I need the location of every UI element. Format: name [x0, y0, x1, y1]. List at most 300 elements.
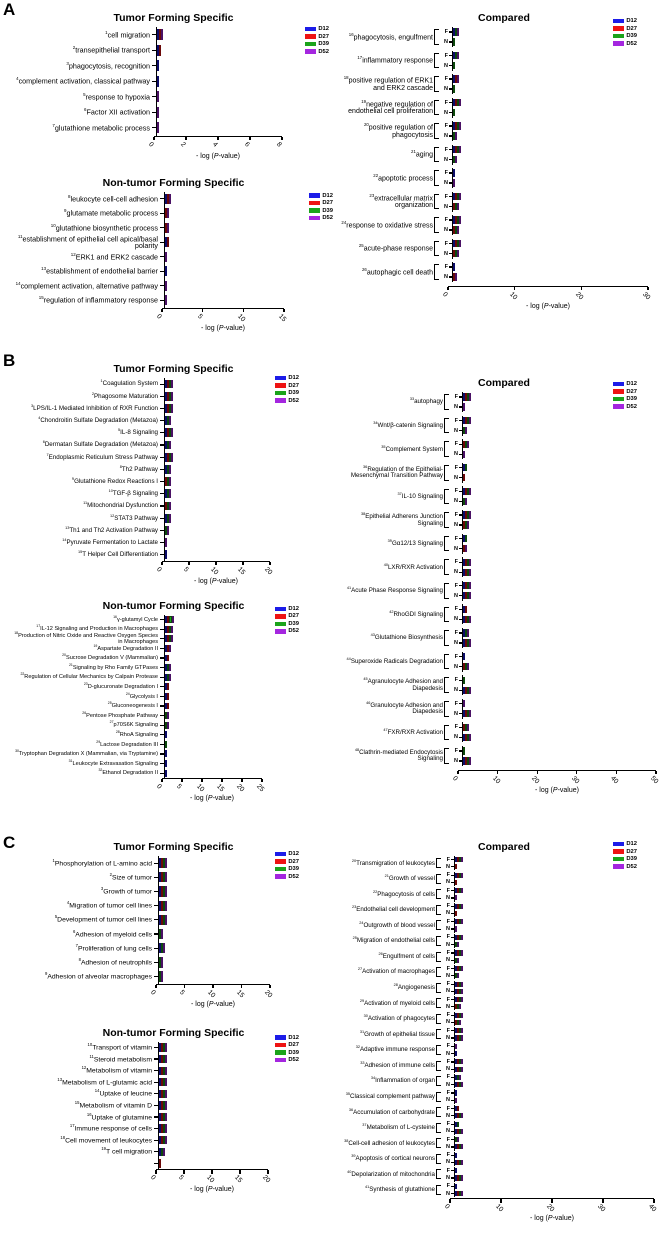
bar-cell: [452, 272, 652, 282]
compared-row-n: [442, 910, 658, 917]
bar-segment-d52: [169, 489, 171, 498]
row-key: N: [446, 1159, 450, 1166]
category-label: $^{25}$Migration of endothelial cells: [352, 936, 435, 945]
x-axis-tick-label: 15: [234, 988, 245, 999]
bar-cell: [454, 1152, 658, 1159]
category-row: [10, 463, 337, 475]
bar-track: [158, 927, 273, 941]
stacked-bar: [455, 1184, 457, 1189]
category-label: $^{11}$Steroid metabolism: [89, 1053, 152, 1063]
bar-segment-d52: [459, 216, 461, 223]
bar-segment-d12: [165, 760, 167, 767]
stacked-bar: [165, 266, 167, 276]
compared-row-n: [442, 941, 658, 948]
category-label: $^{22}$Regulation of Cellular Mechanics by Calpain Protease: [20, 672, 158, 681]
category-label: $^{14}$Pyruvate Fermentation to Lactate: [62, 537, 158, 546]
category-label: $^{24}$response to oxidative stress: [341, 219, 433, 230]
bar-track: [454, 1128, 659, 1135]
legend-swatch-d27: [275, 859, 286, 864]
bar-segment-d52: [171, 626, 173, 633]
stacked-bar: [165, 760, 167, 767]
row-key: F: [444, 29, 448, 35]
group-bracket: [434, 123, 439, 139]
stacked-bar: [463, 521, 469, 528]
legend-item: [613, 26, 637, 32]
category-label: $^{34}$Inflammation of organ: [370, 1076, 435, 1085]
stacked-bar: [453, 263, 455, 270]
legend-item: [305, 49, 329, 55]
compared-row-n: [442, 1112, 658, 1119]
chart-c-tumor-forming-specific: [10, 841, 337, 1013]
group-bracket: [444, 536, 449, 552]
bar-cell: [454, 1136, 658, 1143]
stacked-bar: [165, 626, 173, 633]
bar-segment-d27: [167, 655, 169, 662]
category-label: $^9$Adhesion of alveolar macrophages: [44, 971, 152, 981]
bar-segment-d52: [461, 1129, 463, 1134]
bar-cell: [164, 759, 264, 769]
stacked-bar: [455, 1090, 457, 1095]
bar-segment-d27: [167, 237, 169, 247]
bar-segment-d52: [461, 982, 463, 987]
panel-c-letter: C: [3, 833, 16, 852]
bar-track: [156, 89, 285, 105]
compared-row-n: [450, 449, 660, 459]
x-axis-tick-label: 15: [277, 312, 288, 323]
stacked-bar: [455, 1028, 463, 1033]
bar-cell: [462, 591, 660, 601]
x-axis-tick: [537, 771, 538, 775]
bar-segment-d52: [469, 639, 471, 646]
row-key: N: [454, 639, 458, 646]
category-label: $^6$Adhesion of myeloid cells: [72, 928, 152, 938]
bar-segment-d52: [461, 1191, 463, 1196]
compared-group: [337, 439, 671, 459]
bar-segment-d52: [171, 428, 173, 437]
bar-segment-d52: [469, 488, 471, 495]
group-bracket: [436, 1029, 441, 1039]
legend-swatch-d52: [613, 41, 624, 46]
x-axis-tick-label: 40: [609, 774, 620, 785]
legend-item: [275, 1057, 299, 1063]
bar-track: [462, 638, 661, 648]
bar-track: [158, 884, 273, 898]
bar-segment-d52: [165, 1055, 167, 1063]
legend-label: D52: [288, 397, 299, 404]
bar-track: [158, 1100, 271, 1112]
compared-row-n: [442, 1097, 658, 1104]
bar-segment-d12: [453, 169, 455, 176]
bar-track: [454, 1183, 659, 1190]
bar-cell: [164, 402, 272, 414]
compared-row-f: [450, 463, 660, 473]
bar-cell: [454, 965, 658, 972]
stacked-bar: [165, 194, 171, 204]
bar-track: [164, 768, 265, 778]
stacked-bar: [159, 1055, 167, 1063]
legend-item: [275, 606, 299, 612]
compared-row-f: [450, 604, 660, 614]
bar-segment-d52: [459, 193, 461, 200]
row-key: N: [446, 957, 450, 964]
bar-segment-d39: [165, 741, 167, 748]
category-row: [10, 941, 337, 955]
chart-title: Compared: [478, 377, 530, 389]
category-label: $^{35}$Classical complement pathway: [345, 1091, 435, 1101]
compared-row-n: [450, 591, 660, 601]
stacked-bar: [165, 664, 171, 671]
bar-track: [454, 1159, 659, 1166]
x-axis-tick: [500, 1199, 501, 1203]
legend-swatch-d12: [613, 19, 624, 24]
bar-segment-d12: [165, 731, 167, 738]
compared-row-n: [440, 108, 652, 118]
stacked-bar: [453, 203, 459, 210]
compared-group: [337, 965, 671, 979]
bar-segment-d52: [165, 915, 167, 925]
bar-track: [462, 652, 661, 662]
bar-segment-d52: [459, 1020, 461, 1025]
bar-cell: [454, 1089, 658, 1096]
row-key: N: [446, 1190, 450, 1197]
category-label: $^{11}$Mitochondrial Dysfunction: [83, 501, 158, 510]
category-label: $^{13}$establishment of endothelial barrier: [41, 266, 158, 276]
stacked-bar: [165, 416, 171, 425]
row-key: N: [444, 250, 448, 257]
stacked-bar: [165, 645, 171, 652]
chart-a-tumor-forming-specific: [10, 12, 337, 165]
row-key: N: [446, 894, 450, 901]
category-label: $^{13}$Metabolism of L-glutamic acid: [57, 1076, 152, 1086]
stacked-bar: [455, 873, 463, 878]
compared-row-n: [442, 1003, 658, 1010]
bar-segment-d52: [457, 203, 459, 210]
x-axis-tick-label: 5: [177, 988, 186, 997]
bar-track: [462, 709, 661, 719]
bar-segment-d52: [161, 29, 163, 40]
bar-track: [164, 439, 273, 451]
category-label: $^{31}$Growth of epithelial tissue: [359, 1029, 435, 1038]
bar-segment-d12: [463, 653, 465, 660]
category-label: $^{19}$negative regulation of endothelial cell proliferation: [348, 98, 433, 116]
legend-item: [275, 621, 299, 627]
bar-track: [164, 692, 265, 702]
compared-row-f: [442, 1058, 658, 1065]
bar-cell: [452, 51, 652, 61]
panel-a-right-column: [337, 8, 671, 315]
stacked-bar: [453, 193, 461, 200]
bar-segment-d52: [161, 971, 163, 981]
bar-cell: [454, 957, 658, 964]
bar-cell: [164, 192, 286, 207]
row-key: N: [446, 1143, 450, 1150]
bar-segment-d52: [169, 465, 171, 474]
stacked-bar: [165, 392, 173, 401]
category-row: [10, 206, 337, 221]
bar-cell: [452, 262, 652, 272]
row-key: F: [454, 606, 458, 613]
bar-track: [462, 722, 661, 732]
x-axis-tick: [616, 771, 617, 775]
row-key: F: [444, 52, 448, 59]
row-key: N: [444, 203, 448, 210]
panel-b-right-column: [337, 351, 671, 799]
compared-row-f: [450, 722, 660, 732]
stacked-bar: [453, 226, 459, 233]
x-axis-tick-label: 20: [235, 782, 246, 794]
bar-track: [454, 1097, 659, 1104]
stacked-bar: [159, 1124, 167, 1132]
bar-track: [158, 970, 273, 984]
category-label: $^{48}$Clathrin-mediated Endocytosis Signaling: [354, 748, 443, 763]
x-axis-tick-label: 30: [569, 774, 581, 785]
row-key: F: [454, 582, 458, 589]
x-axis-tick: [243, 309, 244, 313]
category-label: $^{23}$D-glucuronate Degradation I: [83, 682, 158, 690]
compared-row-f: [440, 121, 652, 131]
group-bracket: [436, 920, 441, 930]
series-legend: [305, 26, 329, 55]
bar-track: [156, 27, 285, 43]
row-key: F: [444, 170, 448, 176]
bar-track: [164, 624, 265, 634]
category-row: [10, 27, 337, 43]
x-axis-tick: [457, 771, 458, 775]
bar-track: [452, 155, 653, 165]
bar-cell: [164, 451, 272, 463]
legend-item: [305, 41, 329, 47]
compared-row-f: [442, 934, 658, 941]
bar-track: [452, 192, 653, 202]
compared-row-f: [442, 1105, 658, 1112]
category-row: [10, 439, 337, 451]
bar-segment-d52: [461, 935, 463, 940]
bar-segment-d52: [459, 1004, 461, 1009]
bar-cell: [164, 235, 286, 250]
bar-cell: [462, 604, 660, 614]
stacked-bar: [165, 550, 167, 559]
category-row: [10, 536, 337, 548]
bar-cell: [156, 74, 284, 90]
stacked-bar: [455, 857, 463, 862]
chart-title: Non-tumor Forming Specific: [102, 176, 245, 189]
category-label: $^{20}$Sucrose Degradation V (Mammalian): [62, 653, 158, 662]
x-axis: [149, 984, 274, 1013]
bar-segment-d52: [459, 240, 461, 247]
category-row: [10, 711, 337, 721]
legend-swatch-d12: [275, 1035, 286, 1040]
category-row: [10, 74, 337, 90]
bar-track: [158, 1123, 271, 1135]
group-rows: [450, 699, 660, 719]
bar-track: [462, 416, 661, 426]
legend-swatch-d52: [309, 216, 320, 221]
category-row: [10, 524, 337, 536]
x-axis-tick-label: 5: [182, 565, 190, 574]
bar-segment-d12: [455, 1168, 457, 1173]
stacked-bar: [463, 724, 469, 731]
group-rows: [442, 887, 658, 901]
stacked-bar: [159, 1078, 167, 1086]
bar-cell: [164, 740, 264, 750]
compared-row-f: [440, 74, 652, 84]
bar-cell: [158, 1146, 270, 1158]
compared-row-n: [450, 426, 660, 436]
category-label: $^{12}$Metabolism of vitamin: [81, 1065, 152, 1075]
bar-cell: [164, 644, 264, 654]
x-axis-tick: [551, 1199, 552, 1203]
bar-segment-d52: [459, 99, 461, 106]
x-axis-tick: [188, 562, 189, 566]
bar-cell: [164, 427, 272, 439]
compared-group: [337, 1167, 671, 1181]
compared-group: [337, 1089, 671, 1103]
category-label: $^3$Growth of tumor: [100, 885, 152, 896]
category-row: [10, 1158, 337, 1170]
group-bracket: [434, 76, 439, 92]
legend-swatch-d39: [275, 391, 286, 396]
chart-title: Compared: [478, 12, 530, 24]
group-bracket: [434, 264, 439, 280]
bar-segment-d52: [467, 629, 469, 636]
category-label: $^8$Adhesion of neutrophils: [78, 956, 152, 967]
compared-group: [337, 192, 671, 212]
category-row: [10, 264, 337, 279]
stacked-bar: [455, 958, 459, 963]
bar-track: [454, 1050, 659, 1057]
stacked-bar: [159, 858, 167, 868]
bar-track: [164, 711, 265, 721]
bar-cell: [158, 1088, 270, 1100]
stacked-bar: [455, 888, 463, 893]
compared-group: [337, 98, 671, 118]
legend-item: [613, 841, 637, 847]
compared-group: [337, 1183, 671, 1197]
legend-item: [613, 381, 637, 387]
bar-track: [462, 567, 661, 577]
group-bracket: [444, 654, 449, 670]
compared-row-n: [442, 1128, 658, 1135]
group-bracket: [436, 889, 441, 899]
x-axis-tick: [184, 985, 185, 989]
category-label: $^2$transepithelial transport: [72, 45, 150, 55]
stacked-bar: [165, 526, 169, 535]
bar-cell: [164, 692, 264, 702]
compared-group: [337, 1136, 671, 1150]
bar-cell: [164, 653, 264, 663]
bar-segment-d52: [165, 252, 167, 262]
legend-item: [275, 390, 299, 396]
bar-segment-d52: [461, 873, 463, 878]
group-bracket: [434, 100, 439, 116]
bar-track: [462, 557, 661, 567]
bar-cell: [158, 970, 272, 984]
x-axis-title: - log (P-value): [194, 577, 238, 585]
group-bracket: [434, 170, 439, 186]
compared-row-f: [440, 51, 652, 61]
legend-label: D12: [288, 1034, 299, 1041]
stacked-bar: [165, 741, 167, 748]
panel-c: [0, 833, 671, 1240]
legend-swatch-d27: [305, 34, 316, 39]
bar-track: [164, 279, 287, 294]
bar-track: [454, 918, 659, 925]
legend-label: D39: [322, 207, 333, 214]
row-key: N: [446, 863, 450, 870]
row-key: F: [454, 653, 458, 660]
bar-segment-d52: [171, 380, 173, 389]
x-axis-tick: [261, 779, 262, 783]
bar-segment-d52: [469, 710, 471, 717]
bar-track: [164, 451, 273, 463]
bar-segment-d52: [165, 1124, 167, 1132]
group-bracket: [436, 1076, 441, 1086]
stacked-bar: [165, 655, 169, 662]
bar-segment-d52: [469, 511, 471, 518]
category-label: $^{15}$T Helper Cell Differentiation: [77, 550, 158, 559]
bar-cell: [462, 662, 660, 672]
bar-cell: [462, 544, 660, 554]
bar-segment-d52: [171, 404, 173, 413]
bar-track: [164, 488, 273, 500]
compared-group: [337, 557, 671, 577]
category-label: $^{28}$RhoA Signaling: [115, 730, 158, 738]
bar-cell: [156, 105, 284, 121]
compared-row-n: [442, 1050, 658, 1057]
stacked-bar: [455, 1191, 463, 1196]
stacked-bar: [159, 929, 163, 939]
x-axis-tick: [212, 985, 213, 989]
bar-cell: [454, 1174, 658, 1181]
category-label: $^9$glutamate metabolic process: [64, 208, 158, 218]
compared-row-n: [440, 131, 652, 141]
bar-segment-d52: [455, 895, 457, 900]
category-row: [10, 43, 337, 59]
row-key: F: [446, 887, 450, 894]
compared-row-n: [442, 1159, 658, 1166]
stacked-bar: [159, 915, 167, 925]
bar-track: [454, 894, 659, 901]
category-label: $^{27}$p70S6K Signaling: [109, 720, 158, 729]
category-row: [10, 1146, 337, 1158]
bar-segment-d52: [165, 1067, 167, 1075]
bar-cell: [158, 913, 272, 927]
bar-track: [462, 439, 661, 449]
bar-track: [454, 1105, 659, 1112]
category-label: $^{32}$Adaptive immune response: [355, 1045, 435, 1054]
legend-label: D52: [288, 1057, 299, 1064]
bar-segment-d12: [165, 770, 167, 777]
row-key: F: [446, 1043, 450, 1050]
stacked-bar: [159, 901, 167, 911]
stacked-bar: [159, 1148, 165, 1156]
category-label: $^{17}$IL-12 Signaling and Production in Macrophages: [36, 624, 158, 633]
row-key: N: [444, 62, 448, 69]
bar-track: [164, 740, 265, 750]
x-axis-tick: [242, 562, 243, 566]
category-label: $^6$Dermatan Sulfate Degradation (Metazoa): [42, 440, 158, 449]
x-axis-tick: [497, 771, 498, 775]
group-rows: [442, 1152, 658, 1166]
group-bracket: [444, 394, 449, 410]
bar-cell: [454, 887, 658, 894]
bar-segment-d52: [172, 616, 174, 623]
group-bracket: [444, 559, 449, 575]
compared-row-n: [442, 1081, 658, 1088]
category-label: $^5$response to hypoxia: [83, 91, 150, 102]
group-rows: [442, 1043, 658, 1057]
row-key: F: [454, 441, 458, 448]
